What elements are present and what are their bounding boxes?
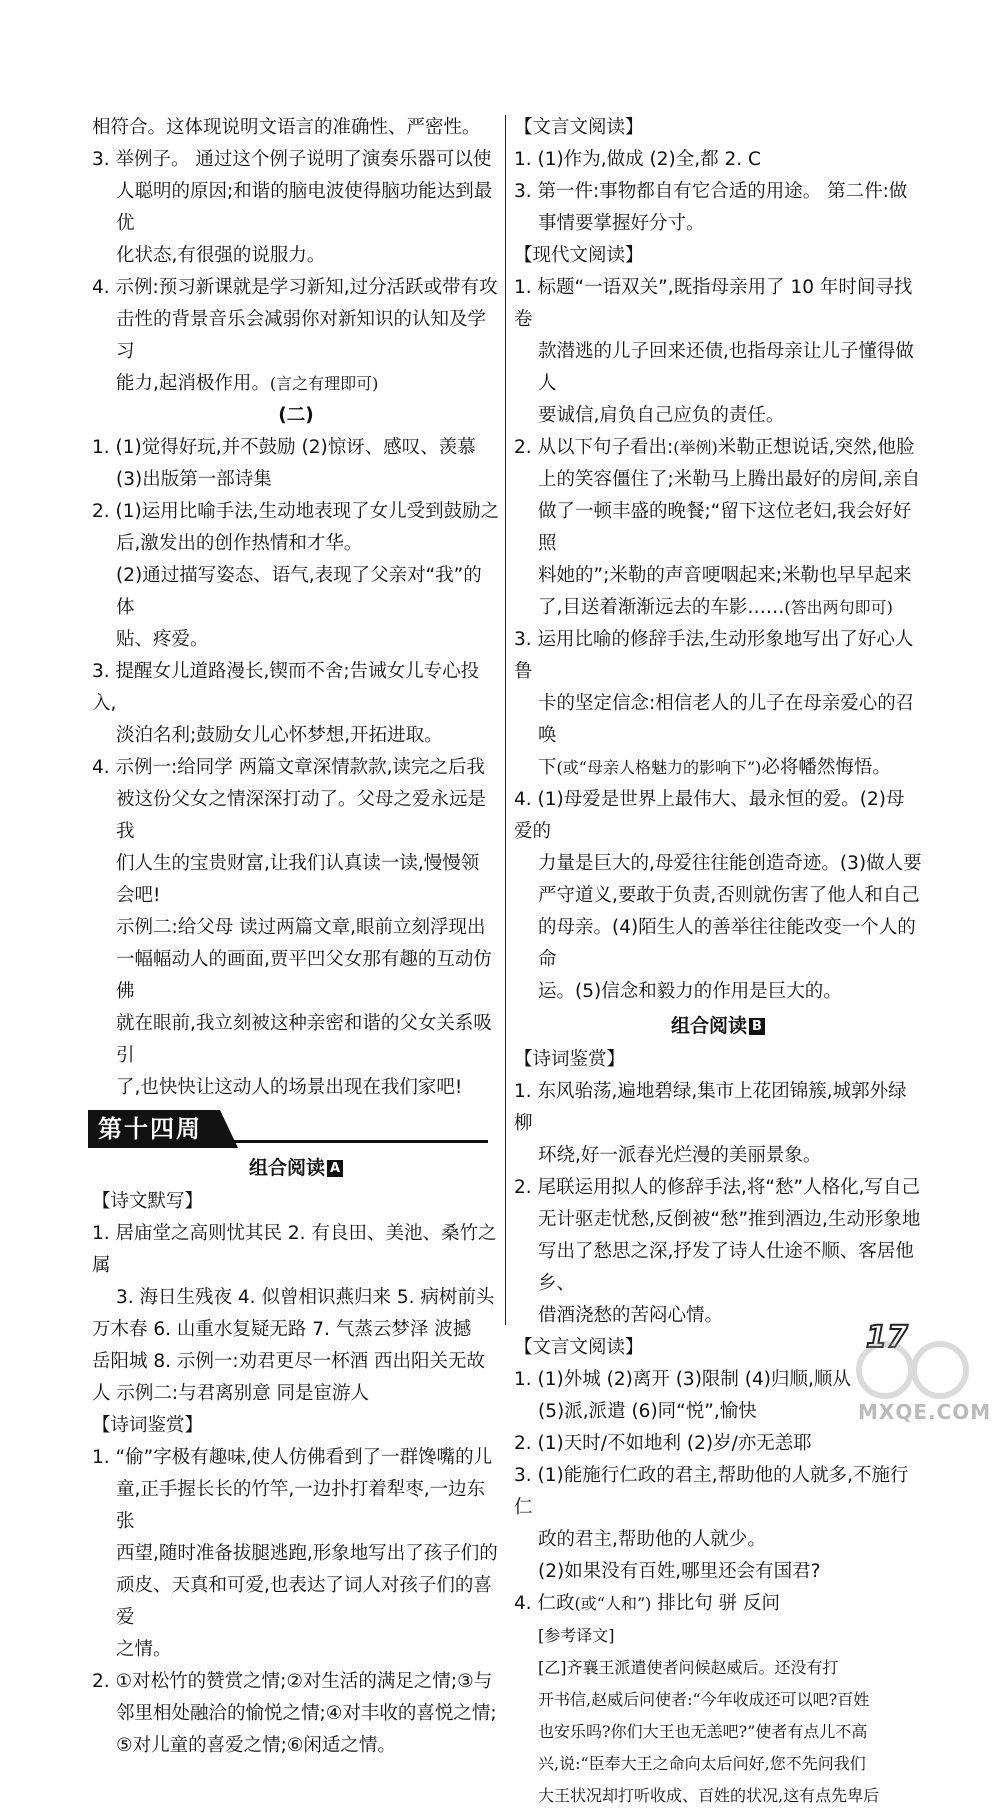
text-line: 西望,随时准备拔腿逃跑,形象地写出了孩子们的 bbox=[116, 1543, 498, 1564]
text-line: 人 示例二:与君离别意 同是宦游人 bbox=[92, 1383, 369, 1404]
answer-note: (或“人和”) bbox=[574, 1594, 652, 1613]
text-line: 1. (1)外城 (2)离开 (3)限制 (4)归顺,顺从 bbox=[514, 1369, 851, 1390]
watermark-text: MXQE.COM bbox=[858, 1400, 992, 1424]
text-line: 1. 东风骀荡,遍地碧绿,集市上花团锦簇,城郭外绿柳 bbox=[514, 1081, 907, 1134]
text-line: 上的笑容僵住了;米勒马上腾出最好的房间,亲自 bbox=[538, 469, 921, 490]
section-heading: 【诗文默写】 bbox=[92, 1191, 204, 1212]
text-line: 1. 标题“一语双关”,既指母亲用了 10 年时间寻找卷 bbox=[514, 277, 913, 330]
text-line bbox=[514, 1588, 922, 1620]
section-heading: 【诗词鉴赏】 bbox=[92, 1415, 204, 1436]
text-line: 相符合。这体现说明文语言的准确性、严密性。 bbox=[92, 117, 481, 138]
text-line: 要诚信,肩负自己应负的责任。 bbox=[538, 405, 785, 426]
text-line bbox=[514, 592, 922, 624]
answer-note: (或“母亲人格魅力的影响下”) bbox=[556, 758, 762, 777]
text-line: 料她的”;米勒的声音哽咽起来;米勒也早早起来 bbox=[538, 565, 912, 586]
translation-line: 兴,说:“臣奉大王之命向太后问好,您不先问我们 bbox=[538, 1754, 866, 1773]
text-line: 2. (1)运用比喻手法,生动地表现了女儿受到鼓励之 bbox=[92, 501, 500, 522]
text-span: 米勒正想说话,突然,他脸 bbox=[717, 437, 915, 458]
text-line: 邻里相处融洽的愉悦之情;④对丰收的喜悦之情; bbox=[116, 1703, 497, 1724]
text-line: 会吧! bbox=[116, 885, 161, 906]
text-line: 力量是巨大的,母爱往往能创造奇迹。(3)做人要 bbox=[538, 853, 922, 874]
text-line: 岳阳城 8. 示例一:劝君更尽一杯酒 西出阳关无故 bbox=[92, 1351, 486, 1372]
text-line: 后,激发出的创作热情和才华。 bbox=[116, 533, 363, 554]
text-span: 必将幡然悔悟。 bbox=[761, 757, 891, 778]
column-divider bbox=[505, 115, 506, 1325]
text-span: 排比句 骈 反问 bbox=[651, 1593, 781, 1614]
text-line: (5)派,派遣 (6)同“悦”,愉快 bbox=[538, 1401, 757, 1422]
translation-line: 也安乐吗?你们大王也无恙吧?”使者有点儿不高 bbox=[538, 1722, 868, 1741]
text-line: 3. 第一件:事物都自有它合适的用途。 第二件:做 bbox=[514, 181, 908, 202]
section-heading: 【文言文阅读】 bbox=[514, 117, 644, 138]
translation-line: 大王状况却打听收成、百姓的状况,这有点先卑后 bbox=[538, 1786, 880, 1805]
text-line: 的母亲。(4)陌生人的善举往往能改变一个人的命 bbox=[538, 917, 916, 970]
section-heading: 【现代文阅读】 bbox=[514, 245, 644, 266]
week-title: 第十四周 bbox=[98, 1115, 202, 1143]
text-line: ⑤对儿童的喜爱之情;⑥闲适之情。 bbox=[116, 1735, 396, 1756]
text-line: 写出了愁思之深,抒发了诗人仕途不顺、客居他乡、 bbox=[538, 1241, 914, 1294]
left-column bbox=[92, 112, 500, 1762]
reference-label: [参考译文] bbox=[538, 1626, 615, 1645]
text-line: 运。(5)信念和毅力的作用是巨大的。 bbox=[538, 981, 842, 1002]
text-span: 能力,起消极作用。 bbox=[116, 373, 270, 394]
answer-note: (言之有理即可) bbox=[269, 374, 379, 393]
text-line: 之情。 bbox=[116, 1639, 172, 1660]
page-number: 17 bbox=[866, 1320, 908, 1355]
week-banner bbox=[88, 1110, 500, 1148]
translation-line: [乙]齐襄王派遣使者问候赵威后。还没有打 bbox=[538, 1658, 839, 1677]
week-banner-rule bbox=[228, 1140, 488, 1143]
text-span: 2. 从以下句子看出: bbox=[514, 437, 674, 458]
section-heading: 【文言文阅读】 bbox=[514, 1337, 644, 1358]
group-badge: B bbox=[749, 1018, 765, 1035]
answer-note: (答出两句即可) bbox=[784, 598, 893, 617]
answer-note: (举例) bbox=[673, 438, 718, 457]
group-badge: A bbox=[327, 1160, 343, 1177]
text-line bbox=[514, 432, 922, 464]
text-line: 款潜逃的儿子回来还债,也指母亲让儿子懂得做人 bbox=[538, 341, 914, 394]
text-line: 环绕,好一派春光烂漫的美丽景象。 bbox=[538, 1145, 822, 1166]
text-line: 化状态,有很强的说服力。 bbox=[116, 245, 326, 266]
text-line: 政的君主,帮助他的人就少。 bbox=[538, 1529, 766, 1550]
text-line: 们人生的宝贵财富,让我们认真读一读,慢慢领 bbox=[116, 853, 480, 874]
text-span: 下 bbox=[538, 757, 557, 778]
section-heading: 【诗词鉴赏】 bbox=[514, 1049, 626, 1070]
text-line: 3. 海日生残夜 4. 似曾相识燕归来 5. 病树前头 bbox=[116, 1287, 495, 1308]
group-title-text: 组合阅读 bbox=[248, 1157, 325, 1179]
text-line: 2. (1)天时/不如地利 (2)岁/亦无恙耶 bbox=[514, 1433, 812, 1454]
text-line: 卡的坚定信念:相信老人的儿子在母亲爱心的召唤 bbox=[538, 693, 915, 746]
group-reading-a-title bbox=[92, 1152, 500, 1184]
text-line: 严守道义,要敢于负责,否则就伤害了他人和自己 bbox=[538, 885, 920, 906]
text-line: 淡泊名利;鼓励女儿心怀梦想,开拓进取。 bbox=[116, 725, 443, 746]
text-line: 4. (1)母爱是世界上最伟大、最永恒的爱。(2)母爱的 bbox=[514, 789, 905, 842]
text-line: 1. “偷”字极有趣味,使人仿佛看到了一群馋嘴的儿 bbox=[92, 1447, 493, 1468]
text-line: 4. 示例:预习新课就是学习新知,过分活跃或带有攻 bbox=[92, 277, 498, 298]
text-line: 万木春 6. 山重水复疑无路 7. 气蒸云梦泽 波撼 bbox=[92, 1319, 472, 1340]
text-line: 1. (1)作为,做成 (2)全,都 2. C bbox=[514, 149, 761, 170]
text-line: 1. 居庙堂之高则忧其民 2. 有良田、美池、桑竹之属 bbox=[92, 1223, 497, 1276]
translation-line: 开书信,赵威后问使者:“今年收成还可以吧?百姓 bbox=[538, 1690, 870, 1709]
text-line bbox=[514, 752, 922, 784]
text-line: 就在眼前,我立刻被这种亲密和谐的父女关系吸引 bbox=[116, 1013, 492, 1066]
right-column bbox=[514, 112, 922, 1812]
text-line: 2. ①对松竹的赞赏之情;②对生活的满足之情;③与 bbox=[92, 1671, 493, 1692]
text-line: (2)通过描写姿态、语气,表现了父亲对“我”的体 bbox=[116, 565, 482, 618]
text-line: 4. 示例一:给同学 两篇文章深情款款,读完之后我 bbox=[92, 757, 486, 778]
text-line: 贴、疼爱。 bbox=[116, 629, 209, 650]
text-line: (3)出版第一部诗集 bbox=[116, 469, 272, 490]
text-line: 了,也快快让这动人的场景出现在我们家吧! bbox=[116, 1077, 463, 1098]
text-line: 一幅幅动人的画面,贾平凹父女那有趣的互动仿佛 bbox=[116, 949, 492, 1002]
text-line: 3. (1)能施行仁政的君主,帮助他的人就多,不施行仁 bbox=[514, 1465, 909, 1518]
text-line: 借酒浇愁的苦闷心情。 bbox=[538, 1305, 724, 1326]
text-span: 4. 仁政 bbox=[514, 1593, 575, 1614]
text-line: 3. 举例子。 通过这个例子说明了演奏乐器可以使 bbox=[92, 149, 492, 170]
text-line: 示例二:给父母 读过两篇文章,眼前立刻浮现出 bbox=[116, 917, 486, 938]
text-line: 击性的背景音乐会减弱你对新知识的认知及学习 bbox=[116, 309, 487, 362]
text-line: 3. 运用比喻的修辞手法,生动形象地写出了好心人鲁 bbox=[514, 629, 914, 682]
section-heading: (二) bbox=[278, 405, 314, 426]
group-reading-b-title bbox=[514, 1010, 922, 1042]
text-line: 3. 提醒女儿道路漫长,锲而不舍;告诫女儿专心投入, bbox=[92, 661, 480, 714]
text-line: 做了一顿丰盛的晚餐;“留下这位老妇,我会好好照 bbox=[538, 501, 912, 554]
text-line: 顽皮、天真和可爱,也表达了词人对孩子们的喜爱 bbox=[116, 1575, 492, 1628]
text-line: 事情要掌握好分寸。 bbox=[538, 213, 705, 234]
text-line: 人聪明的原因;和谐的脑电波使得脑功能达到最优 bbox=[116, 181, 493, 234]
text-line: 童,正手握长长的竹竿,一边扑打着犁枣,一边东张 bbox=[116, 1479, 486, 1532]
text-line: 1. (1)觉得好玩,并不鼓励 (2)惊讶、感叹、羡慕 bbox=[92, 437, 476, 458]
text-line bbox=[92, 368, 500, 400]
text-line: 被这份父女之情深深打动了。父母之爱永远是我 bbox=[116, 789, 487, 842]
text-line: 无计驱走忧愁,反倒被“愁”推到酒边,生动形象地 bbox=[538, 1209, 921, 1230]
text-span: 了,目送着渐渐远去的车影…… bbox=[538, 597, 785, 618]
text-line: 2. 尾联运用拟人的修辞手法,将“愁”人格化,写自己 bbox=[514, 1177, 920, 1198]
group-title-text: 组合阅读 bbox=[671, 1015, 748, 1037]
text-line: (2)如果没有百姓,哪里还会有国君? bbox=[538, 1561, 821, 1582]
